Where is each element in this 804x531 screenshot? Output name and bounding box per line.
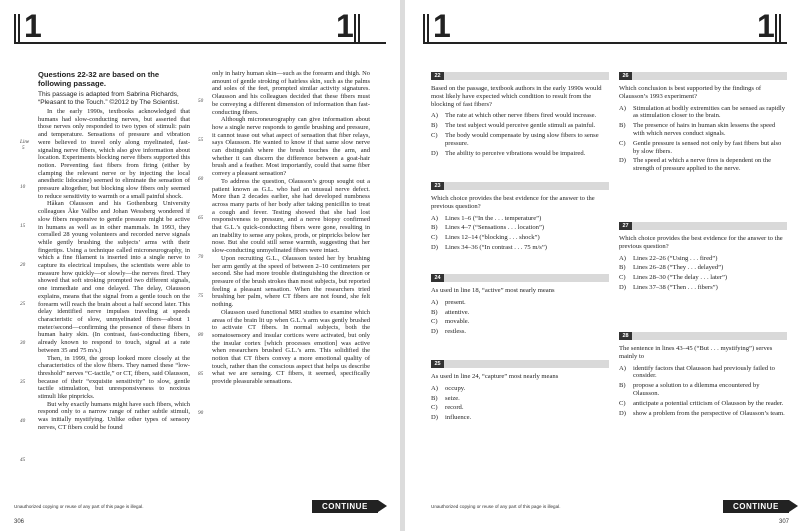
option-letter: C): [431, 234, 438, 242]
section-bar-icon: [354, 14, 360, 42]
question-number: 27: [619, 222, 632, 230]
line-number: 45: [20, 457, 26, 463]
option-text: Lines 37–38 (“Then . . . fibers”): [633, 283, 718, 291]
answer-option[interactable]: [619, 410, 787, 418]
option-text: seize.: [445, 394, 460, 402]
answer-option[interactable]: [619, 264, 787, 272]
option-text: identify factors that Olausson had previously failed to consider.: [633, 364, 775, 380]
question-header-bar: [431, 274, 609, 282]
page-number: 307: [779, 519, 790, 525]
question-stem: Which conclusion is best supported by the findings of Olausson’s 1993 experiment?: [619, 85, 762, 100]
line-number: 5: [22, 145, 25, 151]
copyright-note: Unauthorized copying or reuse of any part of this page is illegal.: [431, 504, 561, 509]
passage-intro: [38, 70, 188, 106]
question-stem: Which choice provides the best evidence for the answer to the previous question?: [619, 235, 783, 250]
question-22: [431, 72, 609, 172]
answer-option[interactable]: [619, 382, 787, 398]
option-text: Lines 28–30 (“The delay . . . later”): [633, 274, 728, 282]
section-bar-icon: [775, 14, 781, 42]
question-27: [619, 222, 787, 322]
answer-option[interactable]: [619, 274, 787, 282]
option-text: Lines 12–14 (“blocking . . . shock”): [445, 234, 540, 242]
passage-paragraph: Although microneurography can give information about how a single nerve responds to gentle brushing and pressure, it cannot tease out what aspect of sensation that fiber relays, says Olausson. He wanted to know if that same slow nerve can distinguish where the brush touches the arm, and whether it can discern the difference between a goat-hair brush and a feather. Most importantly, could that same fiber convey a pleasant sensation?: [212, 116, 370, 178]
answer-option[interactable]: [431, 215, 609, 223]
question-number: 25: [431, 360, 444, 368]
question-header-bar: [619, 332, 787, 340]
question-number: 22: [431, 72, 444, 80]
question-stem: As used in line 24, “capture” most nearly means: [431, 373, 559, 380]
question-header-bar: [431, 72, 609, 80]
answer-option[interactable]: [431, 309, 609, 317]
option-letter: A): [619, 104, 626, 112]
passage-column-1: [38, 108, 190, 432]
option-letter: D): [431, 414, 438, 422]
continue-button[interactable]: CONTINUE: [723, 500, 789, 513]
option-letter: D): [619, 283, 626, 291]
option-text: attentive.: [445, 308, 470, 316]
answer-option[interactable]: [619, 140, 787, 156]
answer-option[interactable]: [431, 385, 609, 393]
answer-option[interactable]: [619, 255, 787, 263]
passage-paragraph: Upon recruiting G.L., Olausson tested her by brushing her arm gently at the speed of between 2–10 centimeters per second. She had more trouble distinguishing the direction or pressure of the brush strokes than most subjects, but reported feeling a pleasant sensation. When the researchers tried brushing her palm, where CT fibers are not found, she felt nothing.: [212, 254, 370, 309]
option-text: influence.: [445, 414, 472, 422]
option-letter: C): [431, 404, 438, 412]
option-letter: C): [431, 318, 438, 326]
answer-option[interactable]: [619, 365, 787, 381]
option-text: movable.: [445, 318, 470, 326]
option-text: Lines 1–6 (“In the . . . temperature”): [445, 214, 542, 222]
option-letter: D): [431, 149, 438, 157]
section-number-right: 1: [757, 8, 775, 44]
section-number: 1: [433, 8, 451, 44]
answer-option[interactable]: [619, 284, 787, 292]
line-number: 85: [198, 371, 204, 377]
option-letter: C): [431, 131, 438, 139]
question-column-1: [431, 72, 609, 446]
option-letter: A): [619, 254, 626, 262]
option-text: restless.: [445, 328, 467, 336]
option-text: Stimulation at bodily extremities can be sensed as rapidly as stimulation closer to the brain.: [633, 104, 785, 120]
passage-paragraph: Then, in 1999, the group looked more closely at the characteristics of the slow fibers. They named these “low-threshold” nerves “C-tactile,” or CT, fibers, said Olausson, because of their “exquisite sensitivity” to slow, gentle tactile stimulation, but unresponsiveness to noxious stimuli like pinpricks.: [38, 354, 190, 401]
passage-paragraph: Håkan Olausson and his Gothenburg University colleagues Åke Vallbo and Johan Wessberg wondered if slow fibers responsive to gentle pressure might be active in humans as well as in other mammals. In 1993, they corralled 28 young volunteers and recorded nerve signals while gently brushing the subjects’ arms with their fingertips. Using a technique called microneurography, in which a fine filament is inserted into a single nerve to capture its electrical impulses, the scientists were able to measure how quickly—or slowly—the nerves fired. They showed that soft stroking prompted two different signals, one immediate and one delayed. The delay, Olausson explains, means that the signal from a gentle touch on the forearm will reach the brain about a half second later. This delay identified nerve impulses traveling at speeds characteristic of slow, unmyelinated fibers—about 1 meter/second—confirming the presence of these fibers in human hairy skin. (In contrast, fast-conducting fibers, already known to respond to touch, signal at a rate between 35 and 75 m/s.): [38, 200, 190, 354]
option-letter: D): [619, 409, 626, 417]
option-letter: D): [431, 243, 438, 251]
option-text: Lines 22–26 (“Using . . . fired”): [633, 254, 718, 262]
option-letter: C): [619, 399, 626, 407]
option-text: show a problem from the perspective of Olausson’s team.: [633, 409, 785, 417]
answer-option[interactable]: [619, 157, 787, 173]
line-number: 25: [20, 301, 26, 307]
line-number: Line: [20, 139, 30, 145]
option-letter: C): [619, 274, 626, 282]
answer-option[interactable]: [619, 122, 787, 138]
answer-option[interactable]: [431, 112, 609, 120]
question-header-bar: [431, 182, 609, 190]
copyright-note: Unauthorized copying or reuse of any part of this page is illegal.: [14, 504, 144, 509]
passage-paragraph: To address the question, Olausson’s group sought out a patient known as G.L. who had an unusual nerve defect. More than 2 decades earlier, she had developed numbness across many parts of her body after taking penicillin to treat a cough and fever. Testing showed that she had lost responsiveness to pressure, and a nerve biopsy confirmed that G.L.’s quick-conducting fibers were gone, resulting in an inability to sense any pokes, prods, or pinpricks below her nose. But she could still sense warmth, suggesting that her slow-conducting unmyelinated fibers were intact.: [212, 177, 370, 255]
answer-option[interactable]: [431, 414, 609, 422]
section-bar-icon: [423, 14, 429, 42]
intro-heading: Questions 22-32 are based on the following passage.: [38, 70, 160, 88]
answer-option[interactable]: [619, 400, 787, 408]
right-page: [405, 0, 804, 531]
line-number: 10: [20, 184, 26, 190]
passage-paragraph: Olausson used functional MRI studies to examine which areas of the brain lit up when G.L.’s arm was gently brushed to activate CT fibers. In normal subjects, both the somatosensory and insular cortices were activated, but only the insular cortex [which processes emotion] was active when researchers brushed G.L.’s arm. This solidified the notion that CT fibers convey a more emotional quality of touch, rather than the conscious aspect that helps us describe what we are sensing. CT fibers, it seemed, specifically provide pleasurable sensations.: [212, 308, 370, 386]
line-number: 30: [20, 340, 26, 346]
option-letter: A): [431, 298, 438, 306]
answer-option[interactable]: [431, 224, 609, 232]
option-text: The body would compensate by using slow fibers to sense pressure.: [445, 131, 599, 147]
question-23: [431, 182, 609, 264]
option-letter: B): [431, 394, 438, 402]
answer-option[interactable]: [431, 395, 609, 403]
option-text: present.: [445, 298, 466, 306]
answer-option[interactable]: [431, 234, 609, 242]
option-text: The presence of hairs in human skin lessens the speed with which nerves conduct signals.: [633, 122, 776, 137]
passage-paragraph: But why exactly humans might have such fibers, which respond only to a narrow range of rather subtle stimuli, was initially mystifying. Unlike other types of sensory nerves, CT fibers could be found: [38, 400, 190, 431]
option-text: Lines 34–36 (“In contrast . . . 75 m/s”): [445, 243, 547, 251]
option-text: anticipate a potential criticism of Olausson by the reader.: [633, 399, 784, 407]
answer-option[interactable]: [431, 299, 609, 307]
intro-source: This passage is adapted from Sabrina Richards, “Pleasant to the Touch.” ©2012 by The Scientist.: [38, 91, 180, 106]
question-number: 24: [431, 274, 444, 282]
section-header: [423, 8, 787, 44]
section-header: [14, 8, 386, 44]
option-text: The rate at which other nerve fibers fired would increase.: [445, 112, 597, 120]
option-letter: C): [619, 139, 626, 147]
answer-option[interactable]: [431, 318, 609, 326]
option-letter: B): [431, 308, 438, 316]
continue-button[interactable]: CONTINUE: [312, 500, 378, 513]
question-26: [619, 72, 787, 212]
line-number: 35: [20, 379, 26, 385]
line-number: 90: [198, 410, 204, 416]
answer-option[interactable]: [431, 132, 609, 148]
section-number-right: 1: [336, 8, 354, 44]
question-header-bar: [619, 222, 787, 230]
option-text: The test subject would perceive gentle stimuli as painful.: [445, 122, 596, 130]
question-header-bar: [619, 72, 787, 80]
line-number: 60: [198, 176, 204, 182]
option-letter: D): [431, 328, 438, 336]
line-number: 15: [20, 223, 26, 229]
line-number: 80: [198, 332, 204, 338]
answer-option[interactable]: [431, 404, 609, 412]
section-bar-icon: [14, 14, 20, 42]
answer-option[interactable]: [431, 244, 609, 252]
option-letter: A): [431, 112, 438, 120]
question-24: [431, 274, 609, 350]
line-number: 75: [198, 293, 204, 299]
answer-option[interactable]: [431, 150, 609, 158]
question-number: 23: [431, 182, 444, 190]
question-stem: As used in line 18, “active” most nearly means: [431, 287, 555, 294]
option-letter: B): [619, 122, 626, 130]
question-number: 28: [619, 332, 632, 340]
option-text: record.: [445, 404, 464, 412]
option-text: Lines 4–7 (“Sensations . . . location”): [445, 224, 545, 232]
question-number: 26: [619, 72, 632, 80]
question-header-bar: [431, 360, 609, 368]
option-text: propose a solution to a dilemma encountered by Olausson.: [633, 382, 760, 397]
option-text: Lines 26–28 (“They . . . delayed”): [633, 264, 724, 272]
passage-paragraph: In the early 1990s, textbooks acknowledged that humans had slow-conducting nerves, but asserted that those nerves only responded to two types of stimuli: pain and temperature. Sensations of pressure and vibration were believed to travel only along myelinated, fast-signaling nerve fibers, which also give information about location. Experiments blocking nerve fibers supported this notion. Preventing fast fibers from firing (either by clamping the relevant nerve or by injecting the local anesthetic lidocaine) seemed to eliminate the sensation of pressure altogether, but blocking slow fibers only seemed to reduce sensitivity to warmth or a small painful shock.: [38, 108, 190, 200]
option-letter: B): [431, 122, 438, 130]
option-letter: B): [431, 224, 438, 232]
option-letter: A): [431, 214, 438, 222]
option-letter: A): [431, 384, 438, 392]
passage-paragraph: only in hairy human skin—such as the forearm and thigh. No amount of gentle stroking of hairless skin, such as the palms and soles of the feet, prompted similar activity signatures. Olausson and his colleagues decided that these fibers must be conveying a different dimension of information than fast-conducting fibers.: [212, 70, 370, 116]
question-column-2: [619, 72, 787, 462]
line-number: 20: [20, 262, 26, 268]
option-text: Gentle pressure is sensed not only by fast fibers but also by slow fibers.: [633, 139, 782, 155]
section-number: 1: [24, 8, 42, 44]
line-number: 50: [198, 98, 204, 104]
question-stem: The sentence in lines 43–45 (“But . . . mystifying”) serves mainly to: [619, 345, 773, 360]
option-text: occupy.: [445, 384, 466, 392]
line-number: 70: [198, 254, 204, 260]
option-letter: B): [619, 382, 626, 390]
answer-option[interactable]: [619, 105, 787, 121]
line-number: 55: [198, 137, 204, 143]
passage-column-2: [212, 70, 370, 386]
answer-option[interactable]: [431, 328, 609, 336]
option-letter: A): [619, 364, 626, 372]
line-number: 40: [20, 418, 26, 424]
question-stem: Based on the passage, textbook authors in the early 1990s would most likely have expected which condition to result from the blocking of fast fibers?: [431, 85, 602, 108]
answer-option[interactable]: [431, 122, 609, 130]
line-number: 65: [198, 215, 204, 221]
option-text: The ability to perceive vibrations would be impaired.: [445, 149, 586, 157]
page-number: 306: [14, 519, 25, 525]
question-28: [619, 332, 787, 452]
option-text: The speed at which a nerve fires is dependent on the strength of pressure applied to the nerve.: [633, 157, 772, 173]
option-letter: D): [619, 157, 626, 165]
left-page: [0, 0, 400, 531]
question-25: [431, 360, 609, 436]
question-stem: Which choice provides the best evidence for the answer to the previous question?: [431, 195, 595, 210]
option-letter: B): [619, 264, 626, 272]
